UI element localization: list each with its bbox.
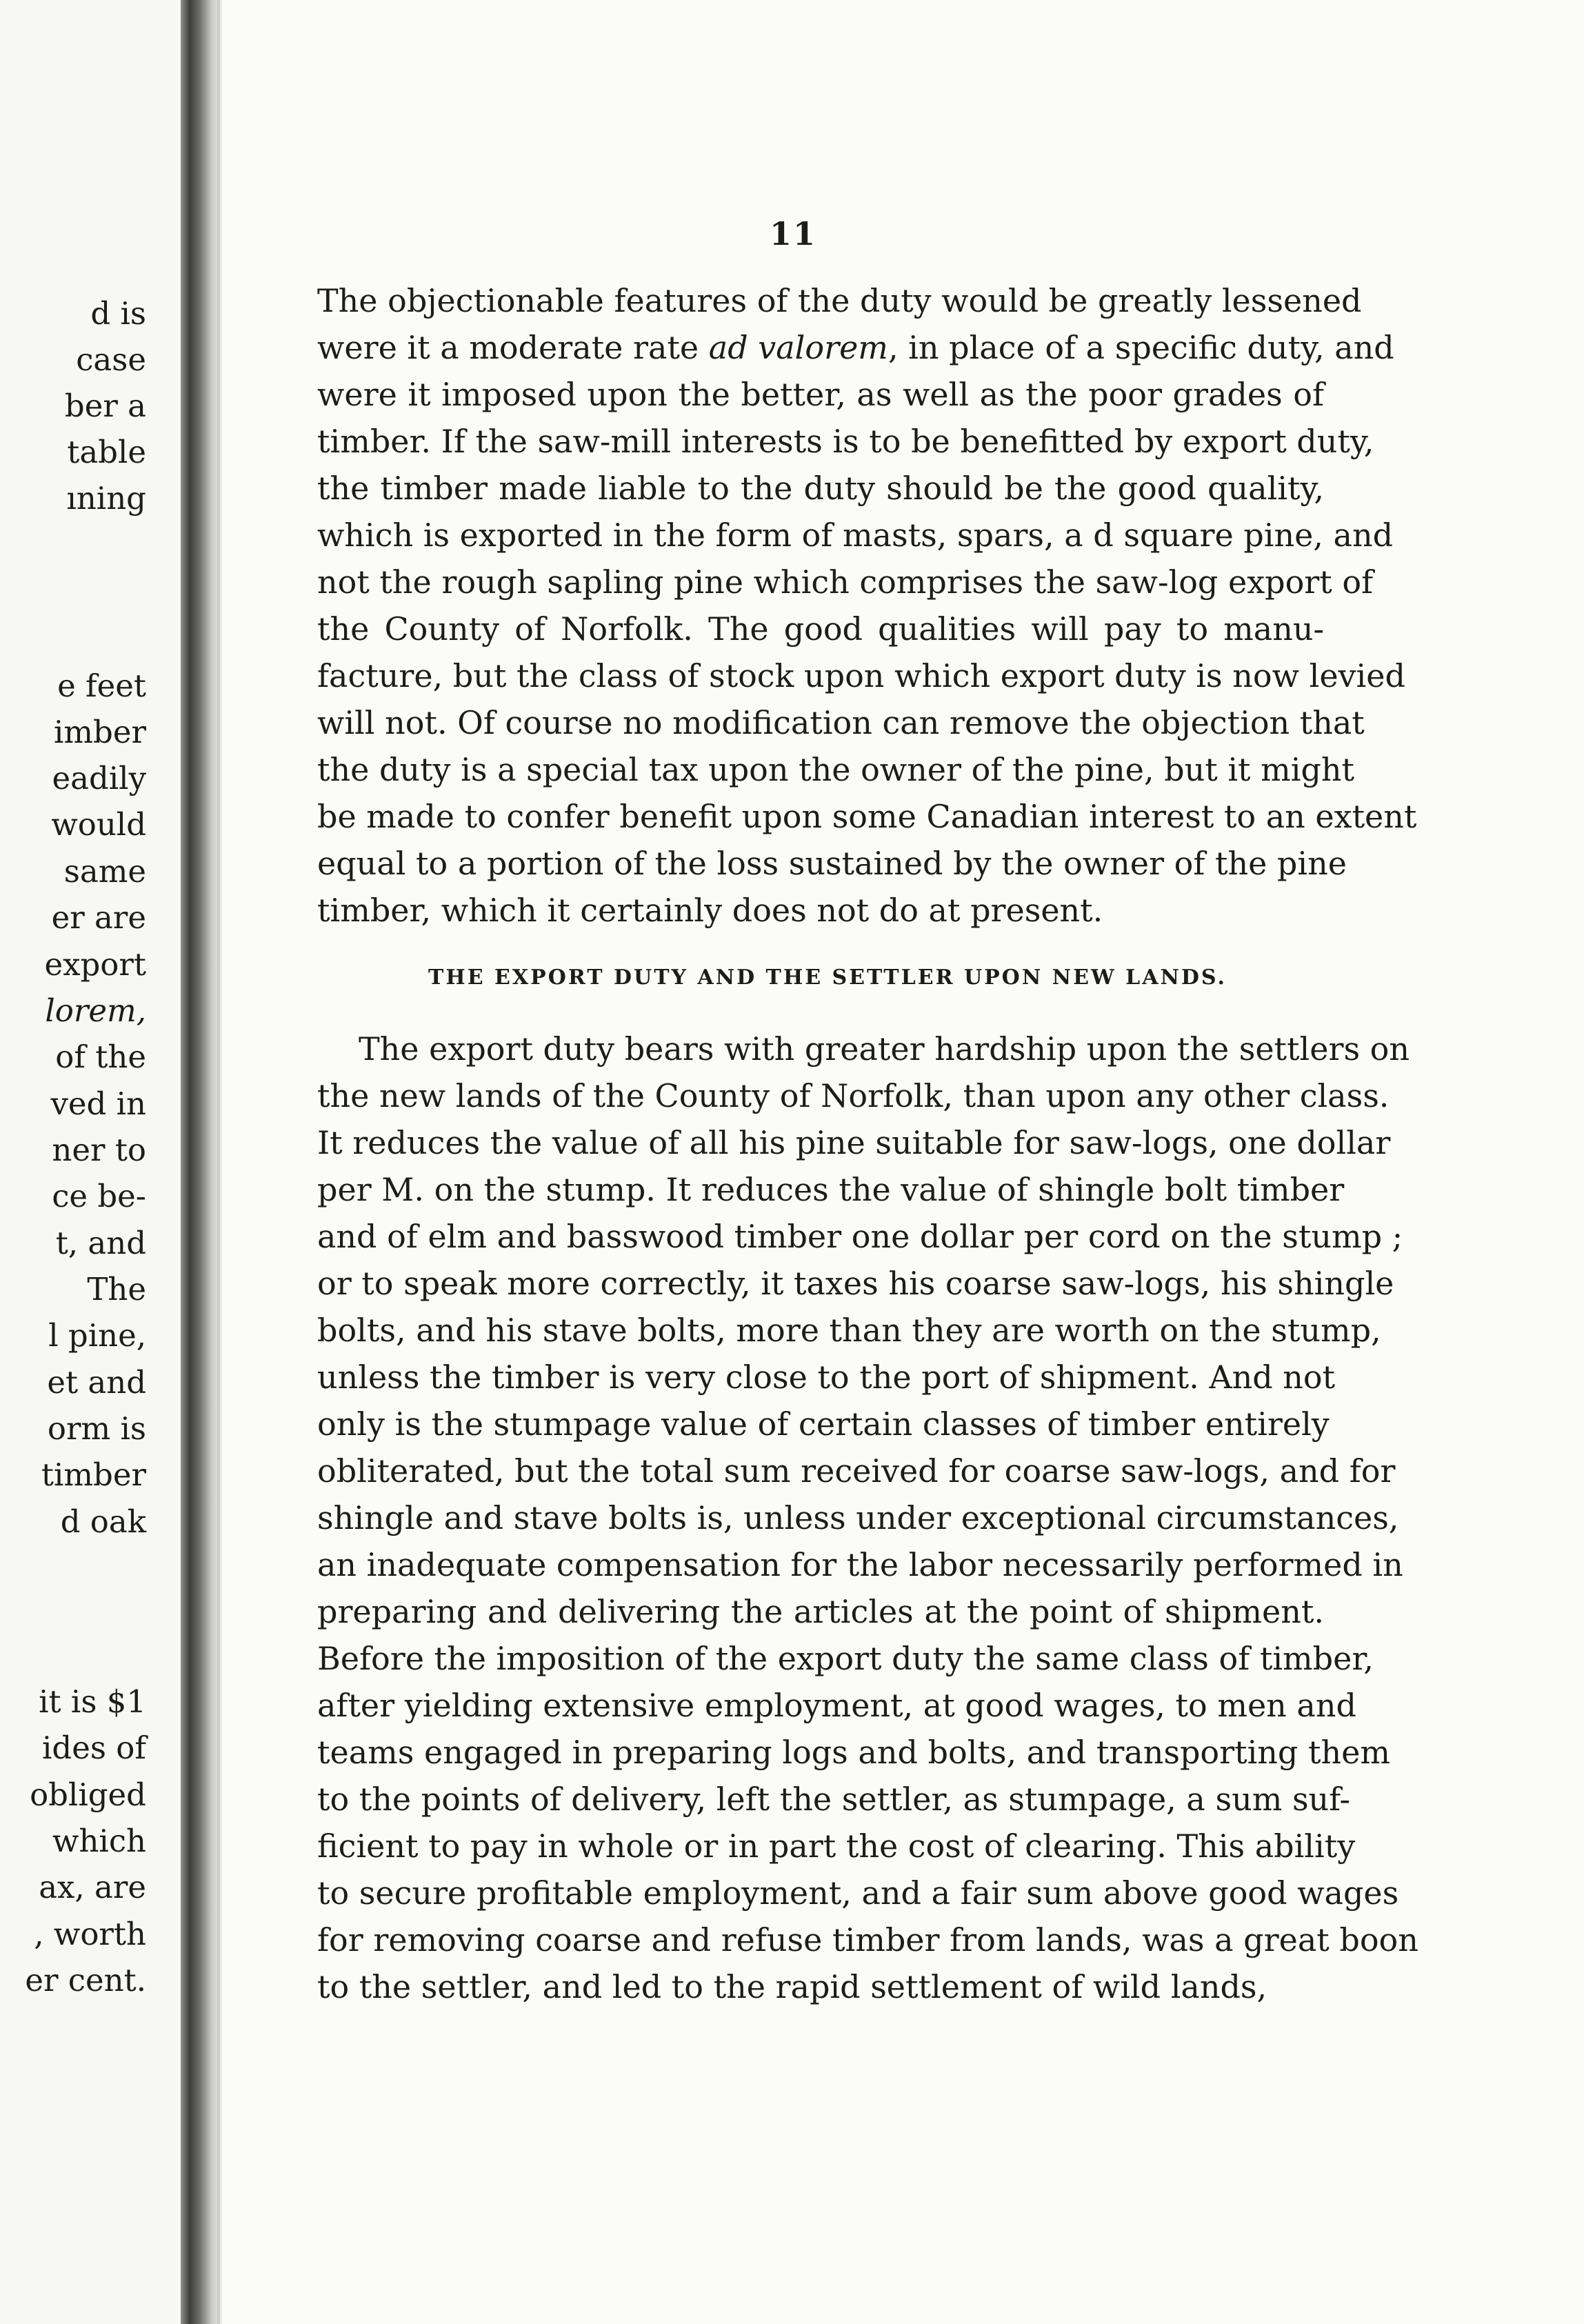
left-page-text-fragment: obliged (30, 1776, 146, 1813)
text-line: preparing and delivering the articles at the point of shipment. (317, 1593, 1324, 1630)
left-page-text-fragment: et and (47, 1364, 146, 1401)
text-line: and of elm and basswood timber one dollar per cord on the stump ; (317, 1218, 1403, 1255)
book-gutter (181, 0, 222, 2324)
text-line: the duty is a special tax upon the owner of the pine, but it might (317, 751, 1355, 788)
gutter-edge (217, 0, 220, 2324)
text-line: facture, but the class of stock upon which export duty is now levied (317, 657, 1405, 694)
left-page-text-fragment: same (63, 853, 146, 890)
left-page-text-fragment: table (67, 434, 146, 470)
text-line: timber, which it certainly does not do at present. (317, 892, 1103, 929)
text-line: were it imposed upon the better, as well as the poor grades of (317, 376, 1324, 413)
left-page-text-fragment: eadily (52, 760, 146, 797)
left-page-text-fragment: er are (51, 899, 146, 936)
left-page-text-fragment: timber (41, 1456, 146, 1493)
text-line: which is exported in the form of masts, spars, a d square pine, and (317, 517, 1394, 554)
left-page-text-fragment: l pine, (48, 1317, 146, 1354)
text-line: to the points of delivery, left the settler, as stumpage, a sum suf- (317, 1781, 1351, 1818)
left-page-text-fragment: , worth (34, 1916, 146, 1952)
text-line: unless the timber is very close to the port of shipment. And not (317, 1359, 1336, 1396)
text-line: the County of Norfolk. The good qualities will pay to manu- (317, 610, 1324, 648)
text-line: equal to a portion of the loss sustained by the owner of the pine (317, 845, 1347, 882)
left-page-text-fragment: it is $1 (39, 1683, 146, 1720)
left-page-text-fragment: which (52, 1823, 146, 1859)
text-line: The objectionable features of the duty would be greatly lessened (317, 282, 1362, 319)
left-page-text-fragment: e feet (57, 668, 146, 704)
text-line: after yielding extensive employment, at good wages, to men and (317, 1687, 1356, 1724)
left-page-text-fragment: d is (90, 295, 146, 332)
left-page-text-fragment: ıning (66, 480, 146, 517)
text-line: teams engaged in preparing logs and bolts, and transporting them (317, 1734, 1390, 1771)
text-line: only is the stumpage value of certain classes of timber entirely (317, 1405, 1330, 1443)
text-line: The export duty bears with greater hardship upon the settlers on (359, 1030, 1410, 1068)
page-number: 11 (769, 215, 816, 252)
text-line: were it a moderate rate ad valorem, in place of a specific duty, and (317, 329, 1394, 366)
text-line: an inadequate compensation for the labor necessarily performed in (317, 1546, 1403, 1583)
left-page-text-fragment: of the (55, 1039, 146, 1075)
text-line: will not. Of course no modification can remove the objection that (317, 704, 1365, 741)
paragraph-objectionable-features (317, 277, 1417, 934)
text-line: to the settler, and led to the rapid settlement of wild lands, (317, 1968, 1267, 2005)
left-page-text-fragment: lorem, (45, 992, 146, 1029)
left-page-text-fragment: ax, are (39, 1869, 146, 1905)
left-page-text-fragment: case (76, 341, 146, 378)
text-line: timber. If the saw-mill interests is to be benefitted by export duty, (317, 423, 1374, 460)
italic-phrase: ad valorem (708, 329, 888, 366)
left-page-fragment (0, 0, 181, 2324)
paragraph-export-duty-settler (317, 1025, 1418, 2010)
text-line: obliterated, but the total sum received for coarse saw-logs, and for (317, 1452, 1396, 1490)
text-line: It reduces the value of all his pine suitable for saw-logs, one dollar (317, 1124, 1391, 1161)
left-page-text-fragment: ved in (50, 1085, 146, 1122)
text-line: the new lands of the County of Norfolk, than upon any other class. (317, 1077, 1390, 1114)
left-page-text-fragment: orm is (47, 1410, 146, 1447)
left-page-text-fragment: d oak (60, 1503, 146, 1540)
section-heading: THE EXPORT DUTY AND THE SETTLER UPON NEW LANDS. (428, 965, 1227, 990)
text-line: shingle and stave bolts is, unless under exceptional circumstances, (317, 1499, 1399, 1536)
text-line: ficient to pay in whole or in part the cost of clearing. This ability (317, 1827, 1356, 1865)
left-page-text-fragment: ner to (52, 1132, 146, 1168)
left-page-text-fragment: imber (53, 714, 146, 750)
text-line: Before the imposition of the export duty the same class of timber, (317, 1640, 1374, 1677)
text-line: to secure profitable employment, and a fair sum above good wages (317, 1874, 1399, 1912)
left-page-text-fragment: ides of (42, 1730, 146, 1766)
text-line: the timber made liable to the duty should be the good quality, (317, 470, 1324, 507)
text-line: or to speak more correctly, it taxes his coarse saw-logs, his shingle (317, 1265, 1394, 1302)
left-page-text-fragment: ce be- (52, 1178, 146, 1214)
left-page-text-fragment: ber a (64, 388, 146, 424)
left-page-text-fragment: would (51, 806, 146, 843)
left-page-text-fragment: The (87, 1271, 146, 1308)
text-line: bolts, and his stave bolts, more than they are worth on the stump, (317, 1312, 1381, 1349)
text-line: for removing coarse and refuse timber from lands, was a great boon (317, 1921, 1418, 1959)
text-line: per M. on the stump. It reduces the value of shingle bolt timber (317, 1171, 1345, 1208)
left-page-text-fragment: er cent. (25, 1962, 146, 1999)
text-line: be made to confer benefit upon some Canadian interest to an extent (317, 798, 1417, 835)
left-page-text-fragment: t, and (55, 1225, 146, 1261)
left-page-text-fragment: export (44, 946, 146, 983)
text-line: not the rough sapling pine which comprises the saw-log export of (317, 563, 1374, 601)
